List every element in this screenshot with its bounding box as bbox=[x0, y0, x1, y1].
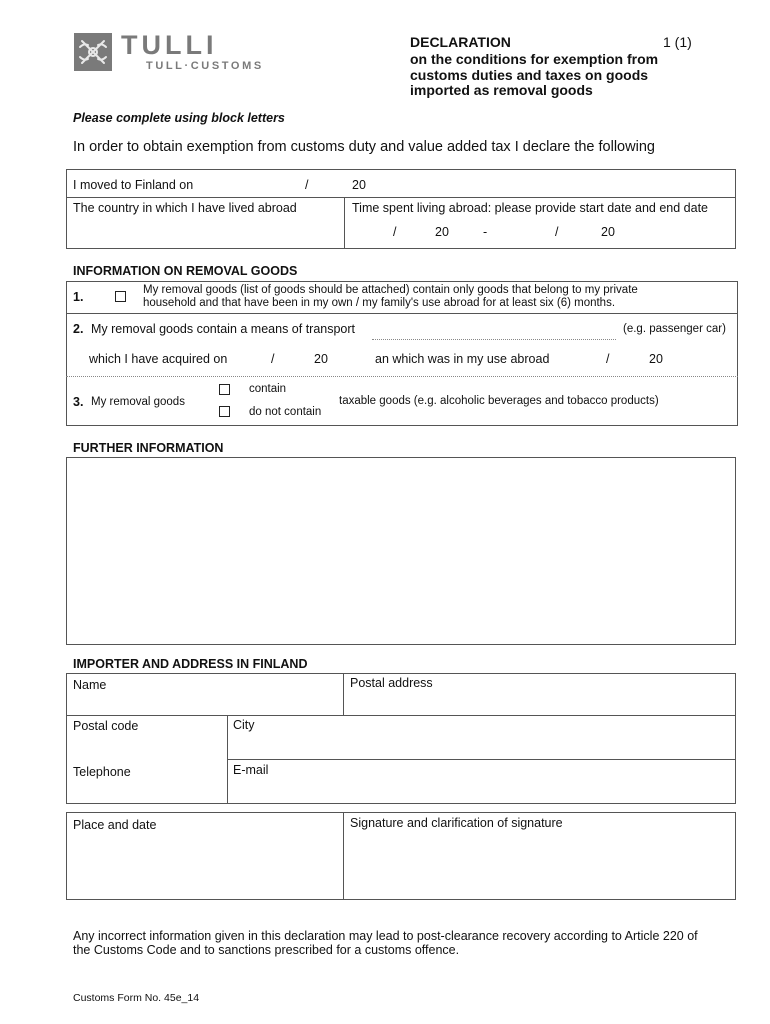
item2-text: My removal goods contain a means of transport bbox=[91, 322, 356, 336]
instructions: Please complete using block letters bbox=[73, 111, 285, 125]
time-end-slash: / bbox=[555, 225, 559, 239]
logo-brand-text: TULLI bbox=[121, 30, 218, 60]
acquired-year: 20 bbox=[314, 352, 328, 366]
time-abroad-label: Time spent living abroad: please provide start date and end date bbox=[352, 201, 709, 215]
removal-heading: INFORMATION ON REMOVAL GOODS bbox=[73, 264, 298, 278]
further-heading: FURTHER INFORMATION bbox=[73, 441, 224, 455]
logo-emblem-icon bbox=[74, 33, 112, 71]
country-label: The country in which I have lived abroad bbox=[73, 201, 297, 215]
postal-code-label: Postal code bbox=[73, 719, 139, 733]
do-not-contain-label: do not contain bbox=[249, 406, 322, 418]
item1-checkbox[interactable] bbox=[115, 291, 126, 302]
form-subtitle-2: customs duties and taxes on goods bbox=[410, 67, 649, 83]
city-field[interactable] bbox=[229, 733, 734, 757]
item1-number: 1. bbox=[73, 290, 84, 304]
acquired-slash: / bbox=[271, 352, 275, 366]
item3-text: My removal goods bbox=[91, 396, 185, 408]
telephone-label: Telephone bbox=[73, 765, 131, 779]
email-label: E-mail bbox=[233, 763, 269, 777]
name-label: Name bbox=[73, 678, 107, 692]
signature-label: Signature and clarification of signature bbox=[350, 816, 563, 830]
page-number: 1 (1) bbox=[663, 34, 692, 50]
intro-text: In order to obtain exemption from customs duty and value added tax I declare the following bbox=[73, 139, 655, 155]
importer-heading: IMPORTER AND ADDRESS IN FINLAND bbox=[73, 657, 308, 671]
used-label: an which was in my use abroad bbox=[375, 352, 550, 366]
do-not-contain-checkbox[interactable] bbox=[219, 406, 230, 417]
item1-text-line2: household and that have been in my own / my family's use abroad for at least six (6) months. bbox=[143, 297, 616, 309]
moved-label: I moved to Finland on bbox=[73, 178, 194, 192]
city-label: City bbox=[233, 718, 255, 732]
time-start-slash: / bbox=[393, 225, 397, 239]
email-field[interactable] bbox=[229, 779, 734, 802]
country-field[interactable] bbox=[68, 218, 342, 247]
form-number: Customs Form No. 45e_14 bbox=[73, 992, 200, 1004]
postal-code-field[interactable] bbox=[68, 735, 225, 757]
moved-year-prefix: 20 bbox=[352, 178, 366, 192]
postal-address-field[interactable] bbox=[345, 691, 734, 713]
item3-number: 3. bbox=[73, 395, 84, 409]
logo-sub-text: TULL·CUSTOMS bbox=[146, 60, 264, 72]
contain-checkbox[interactable] bbox=[219, 384, 230, 395]
used-slash: / bbox=[606, 352, 610, 366]
further-info-field[interactable] bbox=[66, 457, 736, 645]
moved-slash: / bbox=[305, 178, 309, 192]
place-date-field[interactable] bbox=[68, 834, 341, 898]
time-dash: - bbox=[483, 225, 488, 239]
notice-line-1: Any incorrect information given in this declaration may lead to post-clearance recovery according to Article 220 of bbox=[73, 929, 698, 943]
name-field[interactable] bbox=[68, 693, 341, 713]
item2-number: 2. bbox=[73, 322, 84, 336]
item2-example: (e.g. passenger car) bbox=[623, 323, 726, 335]
time-start-year: 20 bbox=[435, 225, 449, 239]
form-subtitle-1: on the conditions for exemption from bbox=[410, 51, 659, 67]
item1-text-line1: My removal goods (list of goods should be attached) contain only goods that belong to my private bbox=[143, 284, 638, 296]
telephone-field[interactable] bbox=[68, 781, 225, 802]
signature-field[interactable] bbox=[345, 832, 734, 898]
form-subtitle-3: imported as removal goods bbox=[410, 82, 593, 98]
transport-field[interactable] bbox=[372, 318, 616, 338]
notice-line-2: the Customs Code and to sanctions prescribed for a customs offence. bbox=[73, 943, 460, 957]
contain-label: contain bbox=[249, 383, 287, 395]
used-year: 20 bbox=[649, 352, 663, 366]
place-date-label: Place and date bbox=[73, 818, 157, 832]
taxable-goods-text: taxable goods (e.g. alcoholic beverages and tobacco products) bbox=[339, 395, 659, 407]
time-end-year: 20 bbox=[601, 225, 615, 239]
form-title: DECLARATION bbox=[410, 34, 511, 50]
postal-address-label: Postal address bbox=[350, 676, 433, 690]
time-abroad-field[interactable] bbox=[346, 218, 734, 247]
acquired-label: which I have acquired on bbox=[89, 352, 228, 366]
